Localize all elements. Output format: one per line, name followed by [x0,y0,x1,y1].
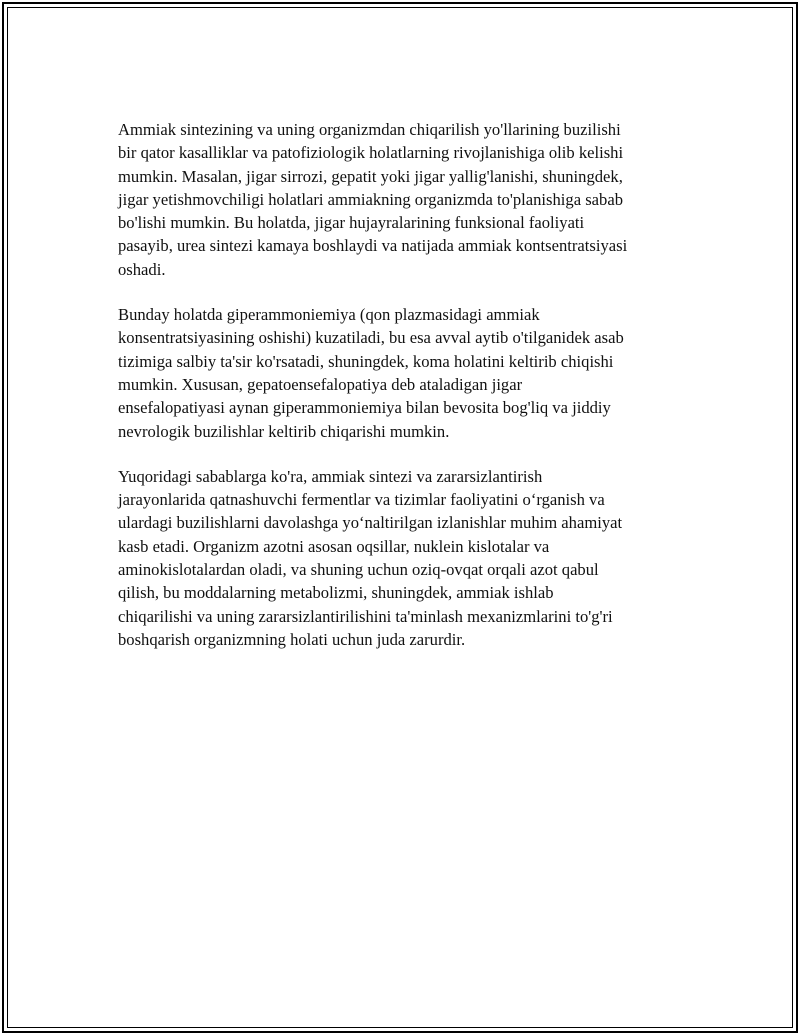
document-body [118,118,688,673]
paragraph-1: Ammiak sintezining va uning organizmdan chiqarilish yo'llarining buzilishi bir qator kasalliklar va patofiziologik holatlarning rivojlanishiga olib kelishi mumkin. Masalan, jigar sirrozi, gepatit yoki jigar yallig'lanishi, shuningdek, jigar yetishmovchiligi holatlari ammiakning organizmda to'planishiga sabab bo'lishi mumkin. Bu holatda, jigar hujayralarining funksional faoliyati pasayib, urea sintezi kamaya boshlaydi va natijada ammiak kontsentratsiyasi oshadi. [118,120,628,279]
paragraph-3: Yuqoridagi sabablarga ko'ra, ammiak sintezi va zararsizlantirish jarayonlarida qatnashuvchi fermentlar va tizimlar faoliyatini o‘rganish va ulardagi buzilishlarni davolashga yo‘naltirilgan izlanishlar muhim ahamiyat kasb etadi. Organizm azotni asosan oqsillar, nuklein kislotalar va aminokislotalardan oladi, va shuning uchun oziq-ovqat orqali azot qabul qilish, bu moddalarning metabolizmi, shuningdek, ammiak ishlab chiqarilishi va uning zararsizlantirilishini ta'minlash mexanizmlarini to'g'ri boshqarish organizmning holati uchun juda zarurdir. [118,466,623,649]
paragraph-2: Bunday holatda giperammoniemiya (qon plazmasidagi ammiak konsentratsiyasining oshishi) kuzatiladi, bu esa avval aytib o'tilganidek asab tizimiga salbiy ta'sir ko'rsatadi, shuningdek, koma holatini keltirib chiqishi mumkin. Xususan, gepatoensefalopatiya deb ataladigan jigar ensefalopatiyasi aynan giperammoniemiya bilan bevosita bog'liq va jiddiy nevrologik buzilishlar keltirib chiqarishi mumkin. [118,305,624,441]
